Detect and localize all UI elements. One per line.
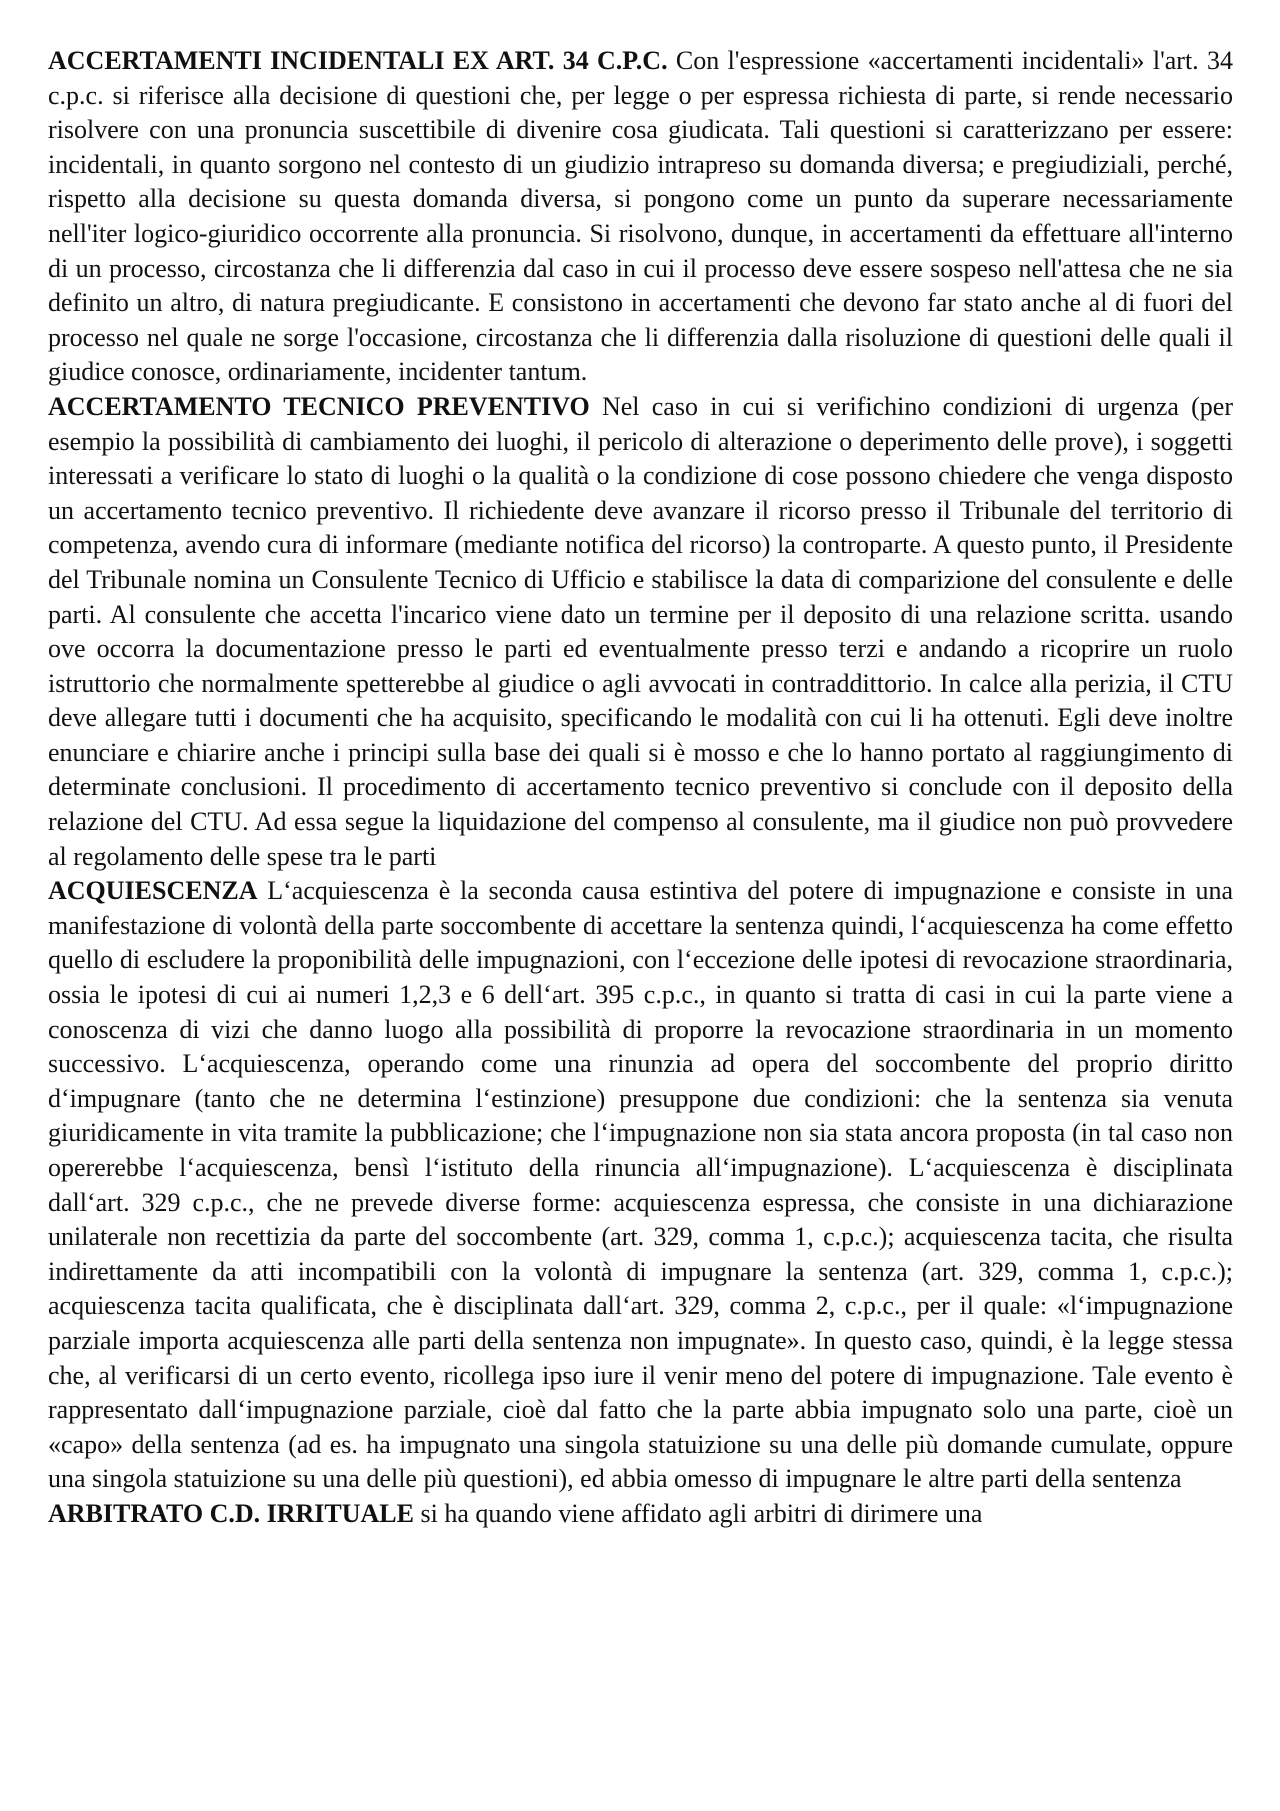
document-page	[48, 44, 1233, 1532]
entry-body: L‘acquiescenza è la seconda causa estintiva del potere di impugnazione e consiste in una manifestazione di volontà della parte soccombente di accettare la sentenza quindi, l‘acquiescenza ha come effetto quello di escludere la proponibilità delle impugnazioni, con l‘eccezione delle ipotesi di revocazione straordinaria, ossia le ipotesi di cui ai numeri 1,2,3 e 6 dell‘art. 395 c.p.c., in quanto si tratta di casi in cui la parte viene a conoscenza di vizi che danno luogo alla possibilità di proporre la revocazione straordinaria in un momento successivo. L‘acquiescenza, operando come una rinunzia ad opera del soccombente del proprio diritto d‘impugnare (tanto che ne determina l‘estinzione) presuppone due condizioni: che la sentenza sia venuta giuridicamente in vita tramite la pubblicazione; che l‘impugnazione non sia stata ancora proposta (in tal caso non opererebbe l‘acquiescenza, bensì l‘istituto della rinuncia all‘impugnazione). L‘acquiescenza è disciplinata dall‘art. 329 c.p.c., che ne prevede diverse forme: acquiescenza espressa, che consiste in una dichiarazione unilaterale non recettizia da parte del soccombente (art. 329, comma 1, c.p.c.); acquiescenza tacita, che risulta indirettamente da atti incompatibili con la volontà di impugnare la sentenza (art. 329, comma 1, c.p.c.); acquiescenza tacita qualificata, che è disciplinata dall‘art. 329, comma 2, c.p.c., per il quale: «l‘impugnazione parziale importa acquiescenza alle parti della sentenza non impugnate». In questo caso, quindi, è la legge stessa che, al verificarsi di un certo evento, ricollega ipso iure il venir meno del potere di impugnazione. Tale evento è rappresentato dall‘impugnazione parziale, cioè dal fatto che la parte abbia impugnato solo una parte, cioè un «capo» della sentenza (ad es. ha impugnato una singola statuizione su una delle più domande cumulate, oppure una singola statuizione su una delle più questioni), ed abbia omesso di impugnare le altre parti della sentenza	[48, 876, 1234, 1494]
entry-term: ACCERTAMENTO TECNICO PREVENTIVO	[48, 391, 590, 421]
entry-accertamenti-incidentali	[48, 44, 1233, 390]
entry-term: ACQUIESCENZA	[48, 876, 258, 906]
entry-term: ARBITRATO C.D. IRRITUALE	[48, 1498, 414, 1528]
entry-arbitrato-irrituale	[48, 1497, 1233, 1532]
entry-acquiescenza	[48, 874, 1233, 1497]
entry-body: Nel caso in cui si verifichino condizioni di urgenza (per esempio la possibilità di cambiamento dei luoghi, il pericolo di alterazione o deperimento delle prove), i soggetti interessati a verificare lo stato di luoghi o la qualità o la condizione di cose possono chiedere che venga disposto un accertamento tecnico preventivo. Il richiedente deve avanzare il ricorso presso il Tribunale del territorio di competenza, avendo cura di informare (mediante notifica del ricorso) la controparte. A questo punto, il Presidente del Tribunale nomina un Consulente Tecnico di Ufficio e stabilisce la data di comparizione del consulente e delle parti. Al consulente che accetta l'incarico viene dato un termine per il deposito di una relazione scritta. usando ove occorra la documentazione presso le parti ed eventualmente presso terzi e andando a ricoprire un ruolo istruttorio che normalmente spetterebbe al giudice o agli avvocati in contraddittorio. In calce alla perizia, il CTU deve allegare tutti i documenti che ha acquisito, specificando le modalità con cui li ha ottenuti. Egli deve inoltre enunciare e chiarire anche i principi sulla base dei quali si è mosso e che lo hanno portato al raggiungimento di determinate conclusioni. Il procedimento di accertamento tecnico preventivo si conclude con il deposito della relazione del CTU. Ad essa segue la liquidazione del compenso al consulente, ma il giudice non può provvedere al regolamento delle spese tra le parti	[48, 391, 1234, 871]
entry-term: ACCERTAMENTI INCIDENTALI EX ART. 34 C.P.C.	[48, 46, 668, 75]
entry-accertamento-tecnico-preventivo	[48, 390, 1233, 874]
entry-body: si ha quando viene affidato agli arbitri di dirimere una	[420, 1498, 983, 1528]
entry-body: Con l'espressione «accertamenti incidentali» l'art. 34 c.p.c. si riferisce alla decisione di questioni che, per legge o per espressa richiesta di parte, si rende necessario risolvere con una pronuncia suscettibile di divenire cosa giudicata. Tali questioni si caratterizzano per essere: incidentali, in quanto sorgono nel contesto di un giudizio intrapreso su domanda diversa; e pregiudiziali, perché, rispetto alla decisione su questa domanda diversa, si pongono come un punto da superare necessariamente nell'iter logico-giuridico occorrente alla pronuncia. Si risolvono, dunque, in accertamenti da effettuare all'interno di un processo, circostanza che li differenzia dal caso in cui il processo deve essere sospeso nell'attesa che ne sia definito un altro, di natura pregiudicante. E consistono in accertamenti che devono far stato anche al di fuori del processo nel quale ne sorge l'occasione, circostanza che li differenzia dalla risoluzione di questioni delle quali il giudice conosce, ordinariamente, incidenter tantum.	[48, 46, 1233, 387]
